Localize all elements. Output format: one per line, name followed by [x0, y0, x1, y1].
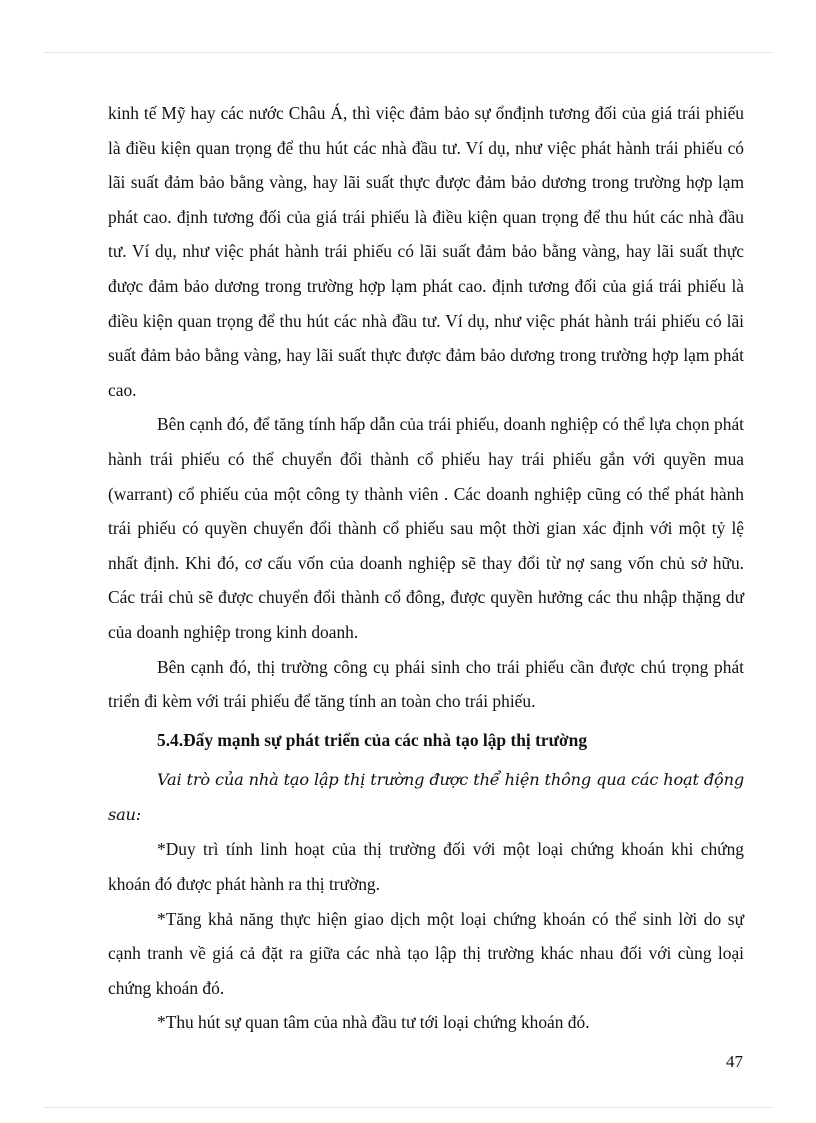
page-content	[108, 96, 744, 1040]
section-lead: Vai trò của nhà tạo lập thị trường được thể hiện thông qua các hoạt động sau:	[108, 770, 744, 824]
page-border-top	[44, 52, 772, 53]
bullet-item: *Thu hút sự quan tâm của nhà đầu tư tới loại chứng khoán đó.	[157, 1012, 590, 1033]
bullet-item: *Duy trì tính linh hoạt của thị trường đối với một loại chứng khoán khi chứng khoán đó được phát hành ra thị trường.	[108, 839, 744, 895]
paragraph-derivatives: Bên cạnh đó, thị trường công cụ phái sinh cho trái phiếu cần được chú trọng phát triển đi kèm với trái phiếu để tăng tính an toàn cho trái phiếu.	[108, 656, 744, 712]
paragraph-continuation: kinh tế Mỹ hay các nước Châu Á, thì việc đảm bảo sự ổnđịnh tương đối của giá trái phiếu là điều kiện quan trọng để thu hút các nhà đầu tư. Ví dụ, như việc phát hành trái phiếu có lãi suất đảm bảo bằng vàng, hay lãi suất thực được đảm bảo dương trong trường hợp lạm phát cao. định tương đối của giá trái phiếu là điều kiện quan trọng để thu hút các nhà đầu tư. Ví dụ, như việc phát hành trái phiếu có lãi suất đảm bảo bằng vàng, hay lãi suất thực được đảm bảo dương trong trường hợp lạm phát cao. định tương đối của giá trái phiếu là điều kiện quan trọng để thu hút các nhà đầu tư. Ví dụ, như việc phát hành trái phiếu có lãi suất đảm bảo bằng vàng, hay lãi suất thực được đảm bảo dương trong trường hợp lạm phát cao.	[108, 103, 744, 400]
section-heading: 5.4.Đẩy mạnh sự phát triển của các nhà tạo lập thị trường	[157, 729, 588, 750]
paragraph-convertible-bonds: Bên cạnh đó, để tăng tính hấp dẫn của trái phiếu, doanh nghiệp có thể lựa chọn phát hành trái phiếu có thể chuyển đổi thành cổ phiếu hay trái phiếu gắn với quyền mua (warrant) cổ phiếu của một công ty thành viên . Các doanh nghiệp cũng có thể phát hành trái phiếu có quyền chuyển đổi thành cổ phiếu sau một thời gian xác định với một tỷ lệ nhất định. Khi đó, cơ cấu vốn của doanh nghiệp sẽ thay đổi từ nợ sang vốn chủ sở hữu. Các trái chủ sẽ được chuyển đổi thành cổ đông, được quyền hưởng các thu nhập thặng dư của doanh nghiệp trong kinh doanh.	[108, 414, 744, 642]
page-border-bottom	[44, 1107, 772, 1108]
page-number: 47	[726, 1052, 743, 1071]
bullet-item: *Tăng khả năng thực hiện giao dịch một loại chứng khoán có thể sinh lời do sự cạnh tranh về giá cả đặt ra giữa các nhà tạo lập thị trường khác nhau đối với cùng loại chứng khoán đó.	[108, 908, 744, 998]
